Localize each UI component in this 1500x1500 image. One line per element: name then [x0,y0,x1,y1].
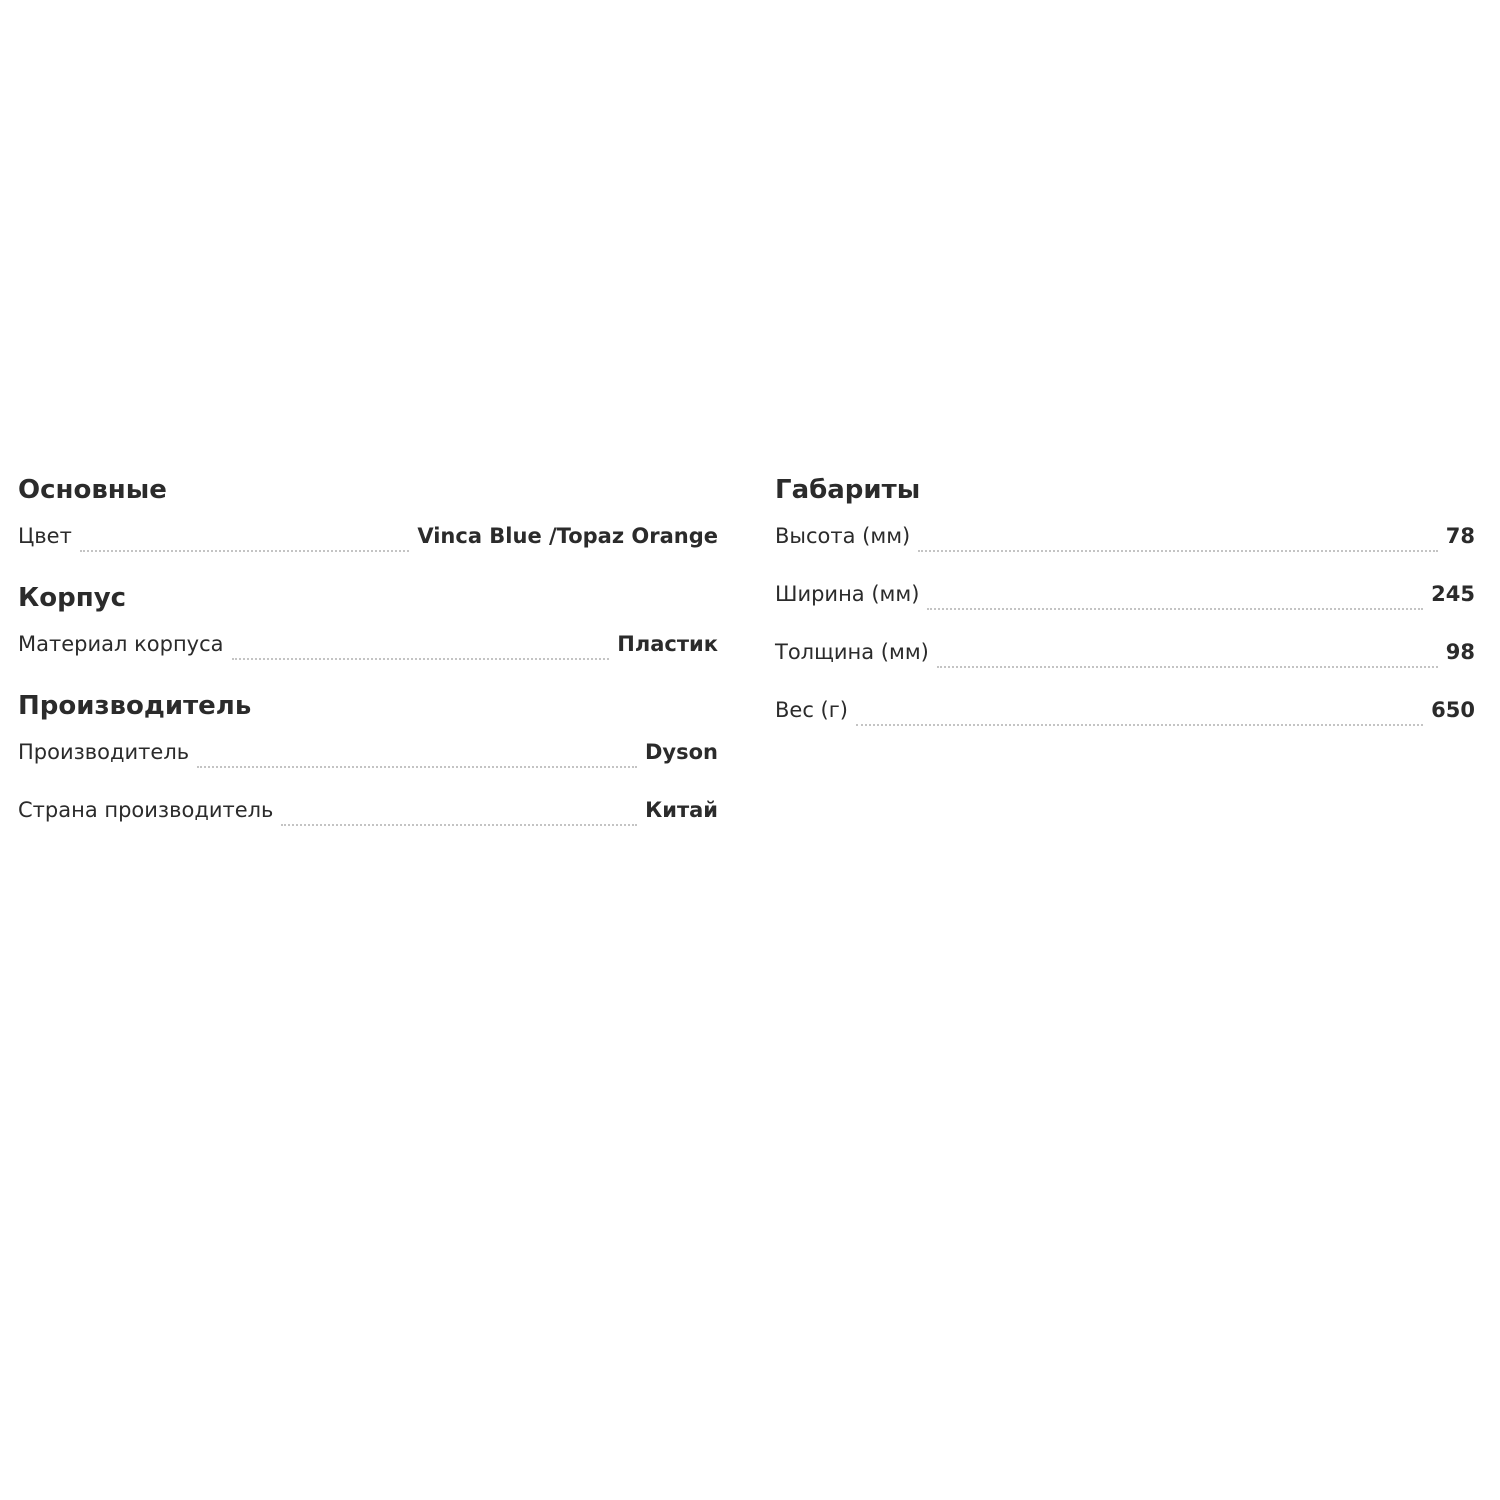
spec-group-dimensions [775,468,1475,724]
spec-group-title: Габариты [775,475,921,505]
spec-label: Высота (мм) [775,524,911,548]
spec-label: Страна производитель [18,798,274,822]
dotted-leader [281,824,637,826]
spec-group-title: Основные [18,475,167,505]
spec-label: Материал корпуса [18,632,224,656]
dotted-leader [80,550,410,552]
spec-value: Vinca Blue /Topaz Orange [417,524,718,548]
spec-group-manufacturer [18,684,718,824]
dotted-leader [232,658,610,660]
spec-group-main [18,468,718,550]
dotted-leader [856,724,1423,726]
spec-value: Китай [645,798,718,822]
spec-value: 98 [1445,640,1475,664]
specs-left-column [18,468,718,824]
dotted-leader [927,608,1423,610]
spec-group-title: Производитель [18,691,252,721]
spec-value: 78 [1445,524,1475,548]
spec-row-country [18,796,718,824]
spec-label: Цвет [18,524,72,548]
spec-label: Ширина (мм) [775,582,920,606]
spec-value: Пластик [617,632,718,656]
product-specifications [18,468,1475,824]
spec-label: Толщина (мм) [775,640,929,664]
spec-label: Производитель [18,740,190,764]
spec-row-body-material [18,630,718,658]
spec-value: Dyson [645,740,718,764]
spec-row-width [775,580,1475,608]
spec-row-weight [775,696,1475,724]
dotted-leader [197,766,637,768]
specs-right-column [775,468,1475,824]
spec-row-thickness [775,638,1475,666]
dotted-leader [918,550,1438,552]
spec-row-color [18,522,718,550]
dotted-leader [937,666,1438,668]
spec-group-body [18,576,718,658]
spec-value: 650 [1431,698,1475,722]
spec-value: 245 [1431,582,1475,606]
spec-row-height [775,522,1475,550]
spec-row-manufacturer [18,738,718,766]
spec-label: Вес (г) [775,698,848,722]
spec-group-title: Корпус [18,583,127,613]
